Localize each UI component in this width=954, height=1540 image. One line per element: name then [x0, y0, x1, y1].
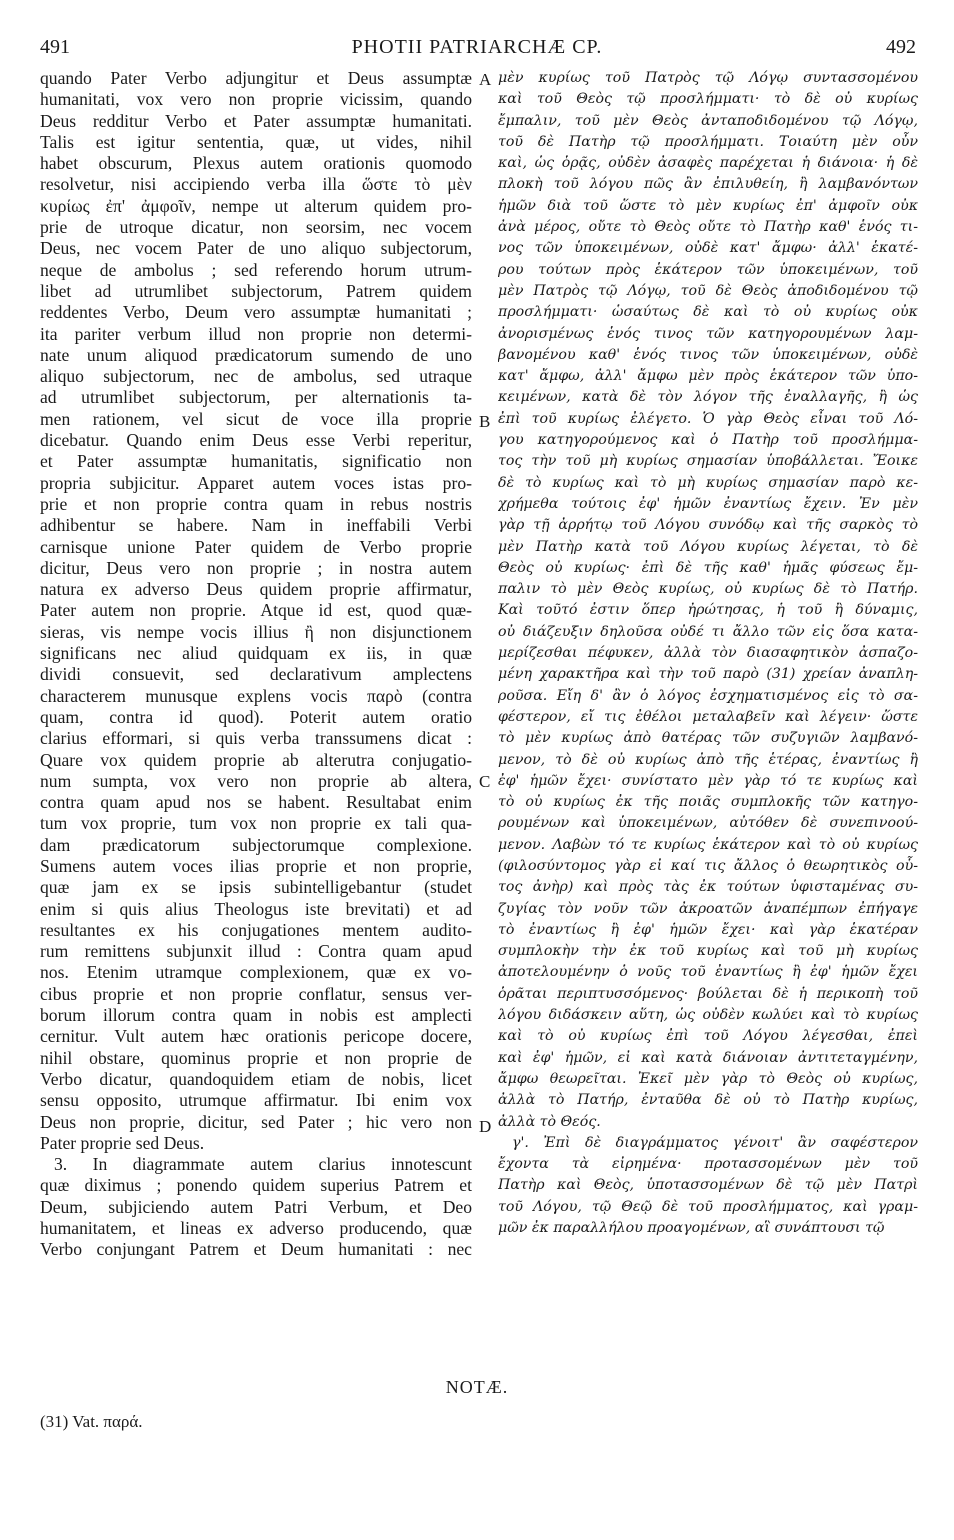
text-line: num sumpta, vox vero non proprie ab altera, — [40, 770, 472, 791]
text-line: ἡμῶν διὰ τοῦ ὥστε τὸ μὲν κυρίως ἐπ' ἀμφοῖν οὐκ — [498, 197, 918, 214]
text-line: φέστερον, εἴ τις ἐθέλοι μεταλαβεῖν καὶ λέγειν· ὥστε — [498, 708, 918, 725]
text-line: γου κατηγορούμενος καὶ ὁ Πατὴρ τοῦ προσλήμμα- — [498, 432, 918, 449]
latin-column — [40, 68, 472, 1261]
text-line: ρου τούτων πρὸς ἑκάτερον τῶν ὑποκειμένων, τοῦ — [498, 261, 918, 278]
text-line: τὸ ἐναντίως ἢ ἐφ' ἡμῶν ἔχει· καὶ γὰρ ἑκατέραν — [498, 921, 918, 938]
text-line: Deus non proprie, dicitur, sed Pater ; hic vero non — [40, 1111, 472, 1132]
page-number-left: 491 — [40, 36, 70, 58]
text-line: μὲν Πατὴρ κατὰ τοῦ Λόγου κυρίως λέγεται, τὸ δὲ — [498, 538, 918, 555]
page-number-right: 492 — [886, 36, 916, 58]
text-line: κατ' ἄμφω, ἀλλ' ἄμφω μὲν πρὸς ἑκάτερον τῶν ὑπο- — [498, 368, 918, 385]
text-line: κυρίως ἐπ' ἀμφοῖν, nempe ut alterum quidem pro- — [40, 195, 472, 216]
text-line: προσλήμματι· ὡσαύτως δὲ καὶ τὸ οὐ κυρίως οὐκ — [498, 304, 918, 321]
text-line: Verbo conjungant Patrem et Deum humanitati : nec — [40, 1239, 472, 1260]
text-line: natura ex adverso Deus quidem proprie affirmatur, — [40, 579, 472, 600]
text-line: Θεὸς οὐ κυρίως· ἐπὶ δὲ τῆς καθ' ἡμᾶς φύσεως ἔμ- — [498, 559, 918, 576]
text-line: men rationem, vel sicut de voce illa proprie — [40, 408, 472, 429]
text-line: τοῦ δὲ Πατὴρ τῷ προσλήμματι. Τοιαύτη μὲν οὖν — [498, 133, 918, 150]
text-line: dam prædicatorum subjectorumque complexione. — [40, 834, 472, 855]
text-line: ἀλλὰ τὸ Θεός. — [498, 1113, 601, 1130]
text-line: et Pater assumptæ humanitatis, significatio non — [40, 451, 472, 472]
text-line: carnisque unione Pater quidem de Verbo proprie — [40, 536, 472, 557]
text-line: dicitur, Deus vero non proprie ; in nostra autem — [40, 557, 472, 578]
text-line: libet ad utrumlibet subjectorum, Patrem quidem — [40, 280, 472, 301]
text-line: δὲ τὸ κυρίως καὶ τὸ μὴ κυρίως σημασίαν παρὸ κε- — [498, 474, 918, 491]
text-line: adhibentur se habere. Nam in ineffabili Verbi — [40, 515, 472, 536]
text-line: παλιν τὸ μὲν Θεὸς κυρίως, οὐ κυρίως δὲ τὸ Πατήρ. — [498, 581, 918, 598]
text-line: οὐ διάζευξιν δηλοῦσα οὐδέ τι ἄλλο τῶν εἰς ὅσα κατα- — [498, 623, 918, 640]
text-line: Talis est igitur sententia, quæ, ut vides, nihil — [40, 131, 472, 152]
text-line: τὸ οὐ κυρίως ἐκ τῆς ποιᾶς συμπλοκῆς τῶν κατηγο- — [498, 794, 918, 811]
text-line: nate unum aliquod prædicatorum sumendo de uno — [40, 344, 472, 365]
text-line: ἄμφω θεωρεῖται. Ἐκεῖ μὲν γὰρ τὸ Θεὸς οὐ κυρίως, — [498, 1070, 918, 1087]
text-line: ὁρᾶται περιπτυσσόμενος· βούλεται δὲ ἡ περικοπὴ τοῦ — [498, 985, 918, 1002]
text-line: resultantes ex his conjugationes mentem audito- — [40, 919, 472, 940]
text-line: Verbo dicatur, quandoquidem etiam de nobis, licet — [40, 1068, 472, 1089]
text-line: rum remittens subjunxit illud : Contra quam apud — [40, 941, 472, 962]
text-line: πλοκὴ τοῦ λόγου πῶς ἂν ἐπιλυθείη, ἢ λαμβανόντων — [498, 176, 918, 193]
margin-marker-a: A — [479, 70, 492, 89]
text-line: neque de ambolus ; sed referendo horum utrum- — [40, 259, 472, 280]
text-line: quando Pater Verbo adjungitur et Deus assumptæ — [40, 68, 472, 88]
text-line: prie de utroque dicatur, non seorsim, nec vocem — [40, 217, 472, 238]
text-line: Sumens autem voces ilias proprie et non proprie, — [40, 855, 472, 876]
text-line: καὶ τὸ οὐ κυρίως ἐπὶ τοῦ Λόγου λέγεσθαι, ἐπεὶ — [498, 1028, 918, 1045]
text-line: γ'. Ἐπὶ δὲ διαγράμματος γένοιτ' ἂν σαφέστερον — [512, 1134, 918, 1151]
margin-marker-d: D — [479, 1117, 492, 1136]
text-line: nos. Etenim utramque complexionem, quæ ex vo- — [40, 962, 472, 983]
text-line: καὶ τοῦ Θεὸς τῷ προσλήμματι· τὸ δὲ οὐ κυρίως — [498, 91, 918, 108]
text-line: Pater autem non proprie. Atque id est, quod quæ- — [40, 600, 472, 621]
text-line: clarius efformari, si quis verba transsumens dicat : — [40, 728, 472, 749]
text-line: ad utrumlibet subjectorum, per alternationis ta- — [40, 387, 472, 408]
text-line: τοῦ Λόγου, τῷ Θεῷ δὲ τοῦ προσλήμματος, καὶ γραμ- — [498, 1198, 918, 1215]
text-line: μενον. Λαβὼν τό τε κυρίως ἑκάτερον καὶ τὸ οὐ κυρίως — [498, 836, 918, 853]
text-line: συμπλοκὴν τὴν ἐκ τοῦ κυρίως καὶ τοῦ μὴ κυρίως — [498, 943, 918, 960]
text-line: prie et non proprie contra quam in rebus nostris — [40, 493, 472, 514]
notes-title: NOTÆ. — [445, 1377, 509, 1397]
text-line: ἀποτελουμένην ὁ νοῦς τοῦ ἐναντίως ἢ ἐφ' ἡμῶν ἔχει — [498, 964, 918, 981]
text-line: ἀνορισμένως ἑνός τινος τῶν κατηγορουμένων λαμ- — [498, 325, 918, 342]
page-header — [0, 0, 954, 70]
text-line: ροῦσα. Εἴη δ' ἂν ὁ λόγος ἐσχηματισμένος εἰς τὸ σα- — [498, 687, 918, 704]
text-line: ἀνὰ μέρος, οὔτε τὸ Θεὸς οὔτε τὸ Πατὴρ καθ' ἑνός τι- — [498, 219, 918, 236]
text-line: Deum, subjiciendo autem Patri Verbum, et Deo — [40, 1196, 472, 1217]
text-line: nihil obstare, quominus proprie et non proprie de — [40, 1047, 472, 1068]
text-line: Πατὴρ καὶ Θεὸς, ὑποτασσομένων δὲ τῷ μὲν Πατρὶ — [498, 1177, 918, 1194]
text-line: quam, contra id quod). Poterit autem oratio — [40, 706, 472, 727]
greek-column — [498, 68, 918, 1239]
text-line: dicebatur. Quando enim Deus esse Verbi reperitur, — [40, 430, 472, 451]
text-line: humanitatem, et lineas ex adverso producendo, quæ — [40, 1218, 472, 1239]
text-line: quæ jam ex se ipsis subintelligebantur (studet — [40, 877, 472, 898]
text-line: μένη χαρακτῆρα καὶ τὴν τοῦ παρὸ (31) χρείαν ἀναπλη- — [498, 666, 918, 683]
text-line: ζυγίας τὸν νοῦν τῶν ἀκροατῶν ἀναπέμπων ἐπήγαγε — [498, 900, 918, 917]
margin-marker-b: B — [479, 412, 491, 431]
text-line: sieras, vis nempe vocis illius ἢ non disjunctionem — [40, 621, 472, 642]
text-line: contra quam apud nos se habent. Resultabat enim — [40, 792, 472, 813]
text-line: habet obscurum, Plexus autem orationis quomodo — [40, 153, 472, 174]
text-line: ἔμπαλιν, τοῦ μὲν Θεὸς ἀνταποδιδομένου τῷ Λόγῳ, — [498, 112, 918, 129]
text-line: resolvetur, nisi accipiendo verba illa ὥστε τὸ μὲν — [40, 174, 472, 195]
text-line: ἀλλὰ τὸ Πατήρ, ἐνταῦθα δὲ οὐ τὸ Πατὴρ κυρίως, — [498, 1092, 918, 1109]
text-line: ἔχοντα τὰ εἰρημένα· προτασσομένων μὲν τοῦ — [498, 1156, 918, 1173]
text-line: χρήμεθα τούτοις ἐφ' ἡμῶν ἐναντίως ἔχειν. Ἐν μὲν — [498, 495, 918, 512]
text-line: λόγου διδάσκειν αὕτη, ὡς οὐδὲν κωλύει καὶ τὸ κυρίως — [498, 1007, 918, 1024]
text-line: 3. In diagrammate autem clarius innotescunt — [54, 1154, 472, 1175]
text-line: ita pariter verbum illud non proprie non determi- — [40, 323, 472, 344]
text-line: significans nec aliud quidquam ex iis, in quæ — [40, 643, 472, 664]
text-line: reddentes Verbo, Deum vero assumptæ humanitati ; — [40, 302, 472, 323]
text-line: cibus proprie et non proprie conflatur, sensus ver- — [40, 983, 472, 1004]
text-line: ἐφ' ἡμῶν ἔχει· συνίστατο μὲν γὰρ τό τε κυρίως καὶ — [498, 772, 918, 789]
text-line: κειμένων, κατὰ δὲ τὸν λόγον τῆς ἐναλλαγῆς, ἢ ὡς — [498, 389, 918, 406]
text-line: aliquo subjectorum, nec de ambolus, sed utraque — [40, 366, 472, 387]
text-line: quæ diximus ; ponendo quidem superius Patrem et — [40, 1175, 472, 1196]
text-line: tum vox proprie, tum vox non proprie ex tali qua- — [40, 813, 472, 834]
text-line: γὰρ τῇ ἀρρήτῳ τοῦ Λόγου συνόδῳ καὶ τῆς σαρκὸς τὸ — [498, 517, 918, 534]
margin-marker-c: C — [479, 772, 491, 791]
text-line: (φιλοσύντομος γὰρ εἰ καί τις ἄλλος ὁ θεωρητικὸς οὗ- — [498, 857, 918, 874]
text-line: Deus, nec vocem Pater de uno aliquo subjectorum, — [40, 238, 472, 259]
text-line: μερίζεσθαι πέφυκεν, ἀλλὰ τὸν διασαφητικὸν ἀσπαζο- — [498, 645, 918, 662]
text-line: ἐπὶ τοῦ κυρίως ἐλέγετο. Ὁ γὰρ Θεὸς εἶναι τοῦ Λό- — [498, 410, 918, 427]
running-title: PHOTII PATRIARCHÆ CP. — [351, 36, 603, 58]
text-line: καὶ ἐφ' ἡμῶν, εἰ καὶ κατὰ διάνοιαν ἀντιτεταγμένην, — [498, 1049, 918, 1066]
text-line: τος τὴν τοῦ μὴ κυρίως σημασίαν ὑποβάλλεται. Ἔοικε — [498, 453, 918, 470]
text-line: dividi consuevit, sed declarativum amplectens — [40, 664, 472, 685]
text-line: Καὶ τοῦτό ἐστιν ὅπερ ἠρώτησας, ἡ τοῦ ἢ δύναμις, — [498, 602, 918, 619]
text-line: humanitati, vox vero non proprie vicissim, quando — [40, 89, 472, 110]
text-line: μενον, τὸ δὲ οὐ κυρίως ἀπὸ τῆς ἑτέρας, ἐναντίως ἢ — [498, 751, 918, 768]
text-line: Pater proprie sed Deus. — [40, 1132, 205, 1153]
text-line: καὶ, ὡς ὁρᾷς, οὐδὲν ἀσαφὲς παρέχεται ἡ διάνοια· ἡ δὲ — [498, 155, 918, 172]
text-line: borum illorum contra quam in nobis est amplecti — [40, 1005, 472, 1026]
footnote: (31) Vat. παρά. — [40, 1412, 143, 1431]
text-line: Quare vox quidem proprie ab alterutra conjugatio- — [40, 749, 472, 770]
text-line: μὲν κυρίως τοῦ Πατρὸς τῷ Λόγῳ συντασσομένου — [498, 70, 918, 86]
text-line: sensu opposito, utrumque affirmatur. Ibi enim vox — [40, 1090, 472, 1111]
text-line: μῶν ἐκ παραλλήλου προαγομένων, αἳ συνάπτουσι τῷ — [498, 1220, 885, 1237]
text-line: Deus redditur Verbo et Pater assumptæ humanitati. — [40, 110, 472, 131]
text-line: propria subjicitur. Apparet autem voces istas pro- — [40, 472, 472, 493]
text-line: μὲν Πατρὸς τῷ Λόγῳ, τοῦ δὲ Θεὸς ἀποδιδομένου τῷ — [498, 282, 918, 299]
text-line: τὸ μὲν κυρίως ἀπὸ θατέρας τῶν συζυγιῶν λαμβανό- — [498, 730, 918, 747]
text-line: characterem munusque explens vocis παρὸ (contra — [40, 685, 472, 706]
text-line: enim si quis alius Theologus iste brevitati) et ad — [40, 898, 472, 919]
text-line: νος τῶν ὑποκειμένων, οὐδὲ κατ' ἄμφω· ἀλλ' ἑκατέ- — [498, 240, 918, 257]
text-line: ρουμένων καὶ ὑποκειμένων, αὐτόθεν δὲ συνεπινοού- — [498, 815, 918, 832]
text-line: cernitur. Vult autem hæc orationis pericope docere, — [40, 1026, 472, 1047]
text-line: βανομένου καθ' ἑνός τινος τῶν ὑποκειμένων, οὐδὲ — [498, 346, 918, 363]
text-line: τος ἀνὴρ) καὶ πρὸς τὰς ἐκ τούτων ὑφισταμένας συ- — [498, 879, 918, 896]
